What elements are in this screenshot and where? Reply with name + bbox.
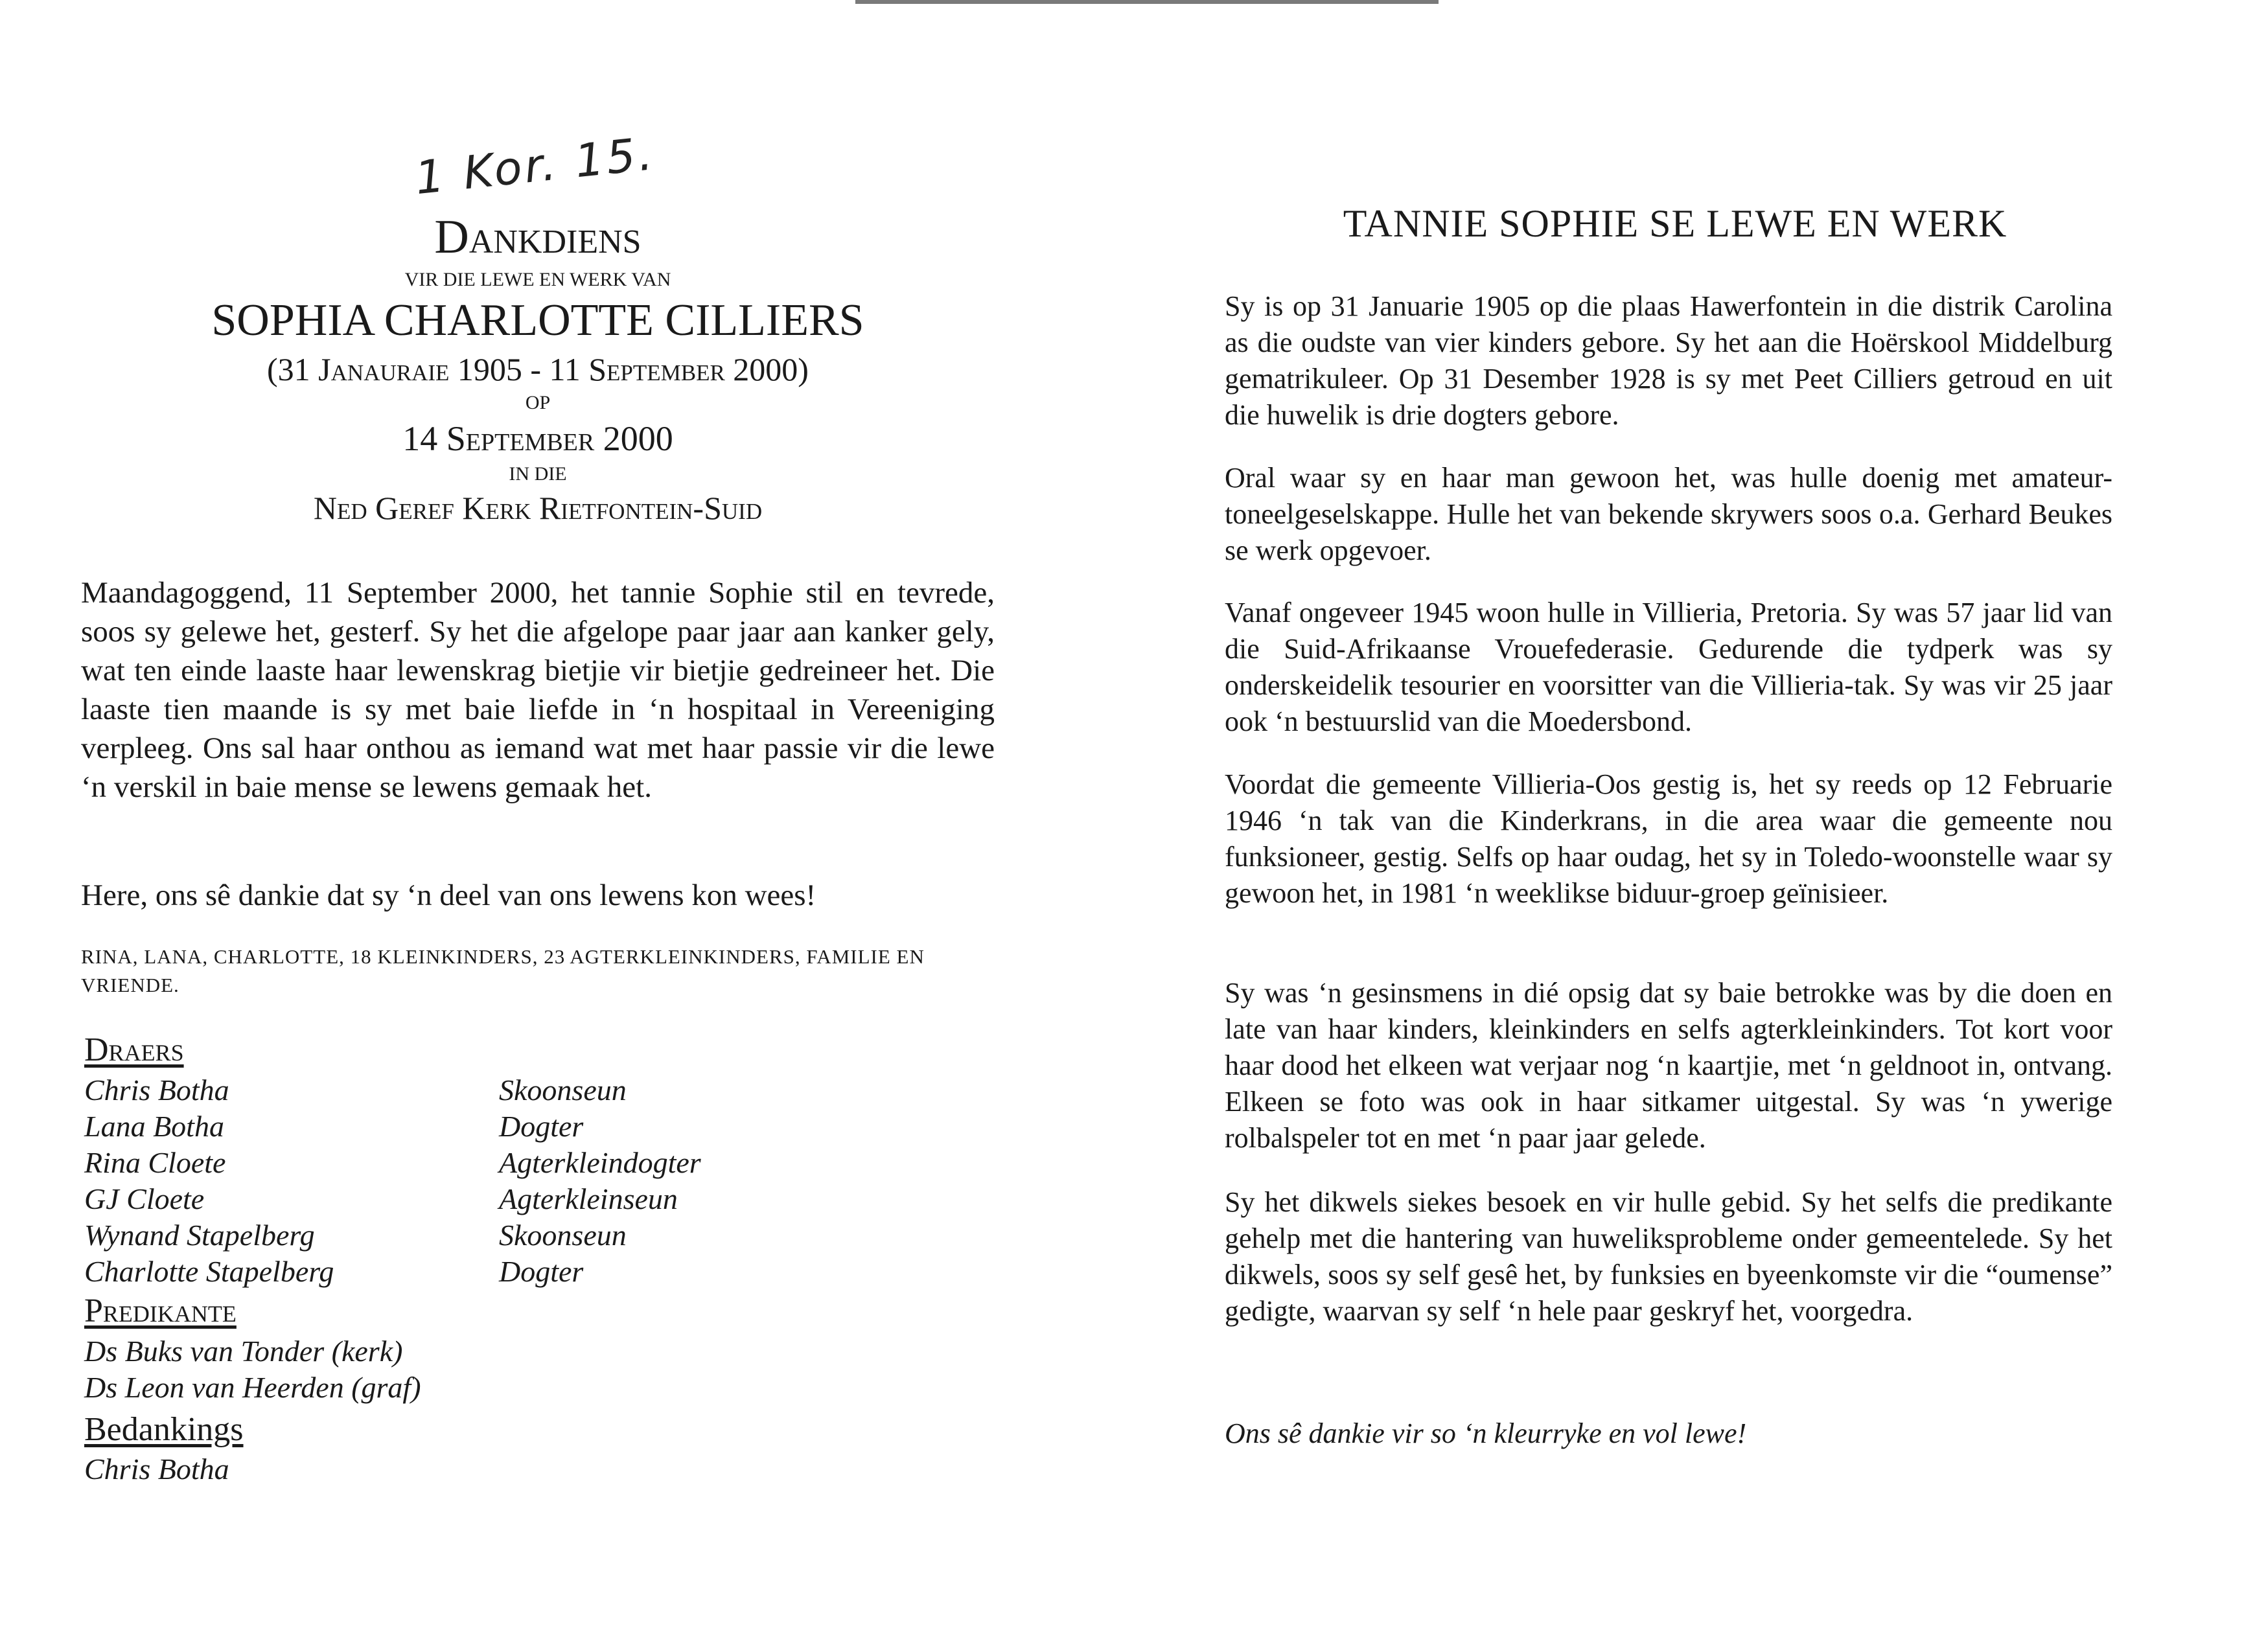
person-name: Wynand Stapelberg — [84, 1219, 315, 1252]
person-role: Dogter — [499, 1110, 584, 1143]
person-name: Charlotte Stapelberg — [84, 1255, 334, 1288]
deceased-name: SOPHIA CHARLOTTE CILLIERS — [211, 295, 864, 345]
family-line: RINA, LANA, CHARLOTTE, 18 KLEINKINDERS, 23 AGTERKLEINKINDERS, FAMILIE EN VRIENDE. — [81, 945, 925, 996]
on-label: OP — [525, 392, 551, 413]
person-name: Lana Botha — [84, 1110, 224, 1143]
life-story-paragraph: Sy was ‘n gesinsmens in dié opsig dat sy baie betrokke was by die doen en late van haar kinders, kleinkinders en selfs agterkleinkinders. Tot kort voor haar dood het elkeen wat verjaar nog ‘n kaartjie, met ‘n geldnoot in, ontvang. Elkeen se foto was ook in haar sitkamer uitgestal. Sy was ‘n ywerige rolbalspeler tot en met ‘n paar jaar gelede. — [1225, 977, 2112, 1154]
person-name: Rina Cloete — [84, 1146, 226, 1179]
life-dates: (31 Janauraie 1905 - 11 September 2000) — [267, 351, 809, 387]
thanks-line: Here, ons sê dankie dat sy ‘n deel van ons lewens kon wees! — [81, 878, 816, 912]
right-page — [1128, 0, 2255, 1652]
service-title-block — [84, 207, 991, 529]
person-role: Skoonseun — [499, 1073, 627, 1107]
minister-name: Ds Leon van Heerden (graf) — [84, 1371, 421, 1404]
handwritten-reference: 1 Kor. 15. — [412, 126, 658, 205]
intro-paragraph: Maandagoggend, 11 September 2000, het tannie Sophie stil en tevrede, soos sy gelewe het, gesterf. Sy het die afgelope paar jaar aan kanker gely, wat ten einde laaste haar lewenskrag bietjie vir bietjie gedreineer het. Die laaste tien maande is sy met baie liefde in ‘n hospitaal in Vereeniging verpleeg. Ons sal haar onthou as iemand wat met haar passie vir die lewe ‘n verskil in baie mense se lewens gemaak het. — [81, 576, 995, 804]
service-subtitle: VIR DIE LEWE EN WERK VAN — [404, 269, 671, 290]
person-role: Agterkleindogter — [499, 1146, 701, 1179]
service-date: 14 September 2000 — [402, 419, 673, 458]
life-story-paragraph: Voordat die gemeente Villieria-Oos gestig is, het sy reeds op 12 Februarie 1946 ‘n tak van die Kinderkrans, in die area waar die gemeente nou funksioneer, gestig. Selfs op haar oudag, het sy in Toledo-woonstelle waar sy gewoon het, in 1981 ‘n weeklikse biduur-groep geïnisieer. — [1225, 768, 2112, 909]
life-story-paragraph: Sy het dikwels siekes besoek en vir hulle gebid. Sy het selfs die predikante gehelp met die hantering van huweliksprobleme onder gemeentelede. Sy het dikwels, soos sy self gesê het, by funksies en byeenkomste vir die “oumense” gedigte, waarvan sy self ‘n hele paar geskryf het, voorgedra. — [1225, 1186, 2112, 1327]
service-title: Dankdiens — [434, 211, 642, 264]
person-name: Chris Botha — [84, 1073, 229, 1107]
closing-line: Ons sê dankie vir so ‘n kleurryke en vol lewe! — [1225, 1417, 1747, 1449]
person-role: Skoonseun — [499, 1219, 627, 1252]
ministers-heading: Predikante — [84, 1292, 237, 1329]
life-story-paragraph: Vanaf ongeveer 1945 woon hulle in Villieria, Pretoria. Sy was 57 jaar lid van die Suid-Afrikaanse Vrouefederasie. Gedurende die tydperk was sy onderskeidelik tesourier en voorsitter van die Villieria-tak. Sy was vir 25 jaar ook ‘n bestuurslid van die Moedersbond. — [1225, 597, 2112, 737]
in-label: IN DIE — [509, 463, 567, 485]
acknowledged-name: Chris Botha — [84, 1452, 229, 1486]
person-role: Dogter — [499, 1255, 584, 1288]
life-story-paragraph: Oral waar sy en haar man gewoon het, was hulle doenig met amateur-toneelgeselskappe. Hulle het van bekende skrywers soos o.a. Gerhard Beukes se werk opgevoer. — [1225, 462, 2112, 566]
person-role: Agterkleinseun — [499, 1182, 678, 1215]
acknowledgements-heading: Bedankings — [84, 1411, 244, 1448]
life-story-paragraph: Sy is op 31 Januarie 1905 op die plaas Hawerfontein in die distrik Carolina as die oudste van vier kinders gebore. Sy het aan die Hoërskool Middelburg gematrikuleer. Op 31 Desember 1928 is sy met Peet Cilliers getroud en uit die huwelik is drie dogters gebore. — [1225, 290, 2112, 431]
church-name: Ned Geref Kerk Rietfontein-Suid — [313, 490, 763, 526]
pallbearers-heading: Draers — [84, 1031, 184, 1068]
person-name: GJ Cloete — [84, 1182, 205, 1215]
minister-name: Ds Buks van Tonder (kerk) — [84, 1335, 403, 1368]
life-story-title: TANNIE SOPHIE SE LEWE EN WERK — [1343, 202, 2007, 245]
